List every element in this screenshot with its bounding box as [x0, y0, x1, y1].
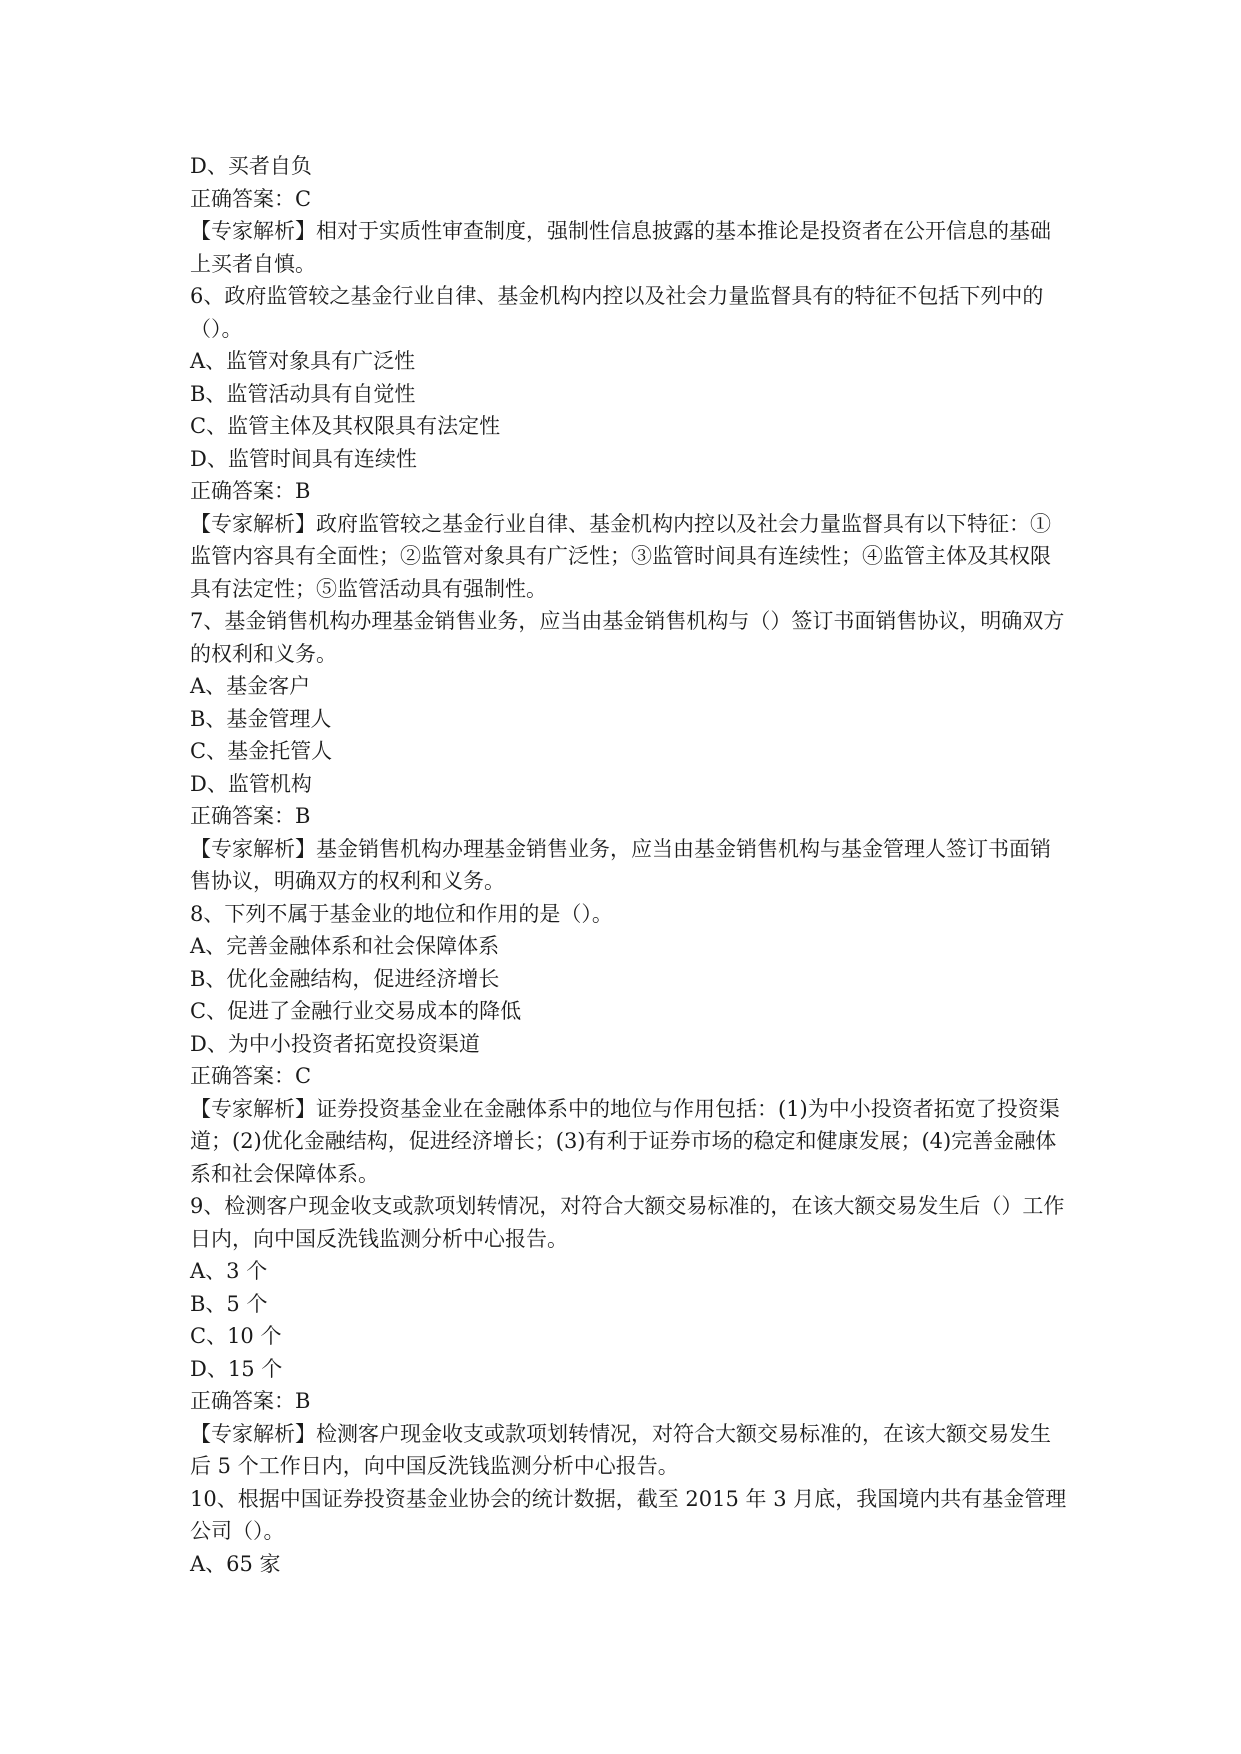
document-body: [190, 150, 1068, 1580]
option-text: A、3 个: [190, 1259, 268, 1283]
question-text: 10、根据中国证券投资基金业协会的统计数据，截至 2015 年 3 月底，我国境内共有基金管理公司（）。: [190, 1486, 1067, 1543]
option-text: D、买者自负: [190, 154, 312, 178]
option-text: D、为中小投资者拓宽投资渠道: [190, 1031, 480, 1056]
question-text: 8、下列不属于基金业的地位和作用的是（）。: [190, 901, 613, 926]
question-text: 9、检测客户现金收支或款项划转情况，对符合大额交易标准的，在该大额交易发生后（）工作日内，向中国反洗钱监测分析中心报告。: [190, 1194, 1065, 1251]
option-text: C、监管主体及其权限具有法定性: [190, 414, 501, 438]
question-text: 7、基金销售机构办理基金销售业务，应当由基金销售机构与（）签订书面销售协议，明确双方的权利和义务。: [190, 609, 1065, 666]
option-text: D、监管时间具有连续性: [190, 446, 417, 471]
expert-analysis: 【专家解析】证券投资基金业在金融体系中的地位与作用包括：(1)为中小投资者拓宽了投资渠道；(2)优化金融结构，促进经济增长；(3)有利于证券市场的稳定和健康发展；(4)完善金融体系和社会保障体系。: [190, 1096, 1060, 1186]
expert-analysis: 【专家解析】政府监管较之基金行业自律、基金机构内控以及社会力量监督具有以下特征：①监管内容具有全面性；②监管对象具有广泛性；③监管时间具有连续性；④监管主体及其权限具有法定性；⑤监管活动具有强制性。: [190, 511, 1051, 601]
option-text: B、5 个: [190, 1291, 268, 1316]
expert-analysis: 【专家解析】检测客户现金收支或款项划转情况，对符合大额交易标准的，在该大额交易发生后 5 个工作日内，向中国反洗钱监测分析中心报告。: [190, 1421, 1051, 1478]
option-text: D、15 个: [190, 1356, 283, 1381]
correct-answer: 正确答案：C: [190, 1064, 312, 1088]
option-text: C、基金托管人: [190, 739, 333, 763]
correct-answer: 正确答案：B: [190, 1389, 311, 1413]
option-text: A、基金客户: [190, 674, 311, 698]
expert-analysis: 【专家解析】基金销售机构办理基金销售业务，应当由基金销售机构与基金管理人签订书面销售协议，明确双方的权利和义务。: [190, 836, 1051, 893]
correct-answer: 正确答案：C: [190, 186, 312, 211]
question-text: 6、政府监管较之基金行业自律、基金机构内控以及社会力量监督具有的特征不包括下列中的（）。: [190, 284, 1044, 341]
correct-answer: 正确答案：B: [190, 479, 311, 503]
expert-analysis: 【专家解析】相对于实质性审查制度，强制性信息披露的基本推论是投资者在公开信息的基础上买者自慎。: [190, 219, 1051, 276]
option-text: D、监管机构: [190, 771, 312, 796]
correct-answer: 正确答案：B: [190, 804, 311, 828]
option-text: B、优化金融结构，促进经济增长: [190, 966, 500, 991]
option-text: C、促进了金融行业交易成本的降低: [190, 999, 522, 1023]
option-text: A、完善金融体系和社会保障体系: [190, 934, 500, 958]
option-text: C、10 个: [190, 1324, 282, 1348]
option-text: A、监管对象具有广泛性: [190, 349, 416, 373]
option-text: B、基金管理人: [190, 706, 332, 731]
option-text: A、65 家: [190, 1551, 281, 1576]
option-text: B、监管活动具有自觉性: [190, 381, 416, 406]
